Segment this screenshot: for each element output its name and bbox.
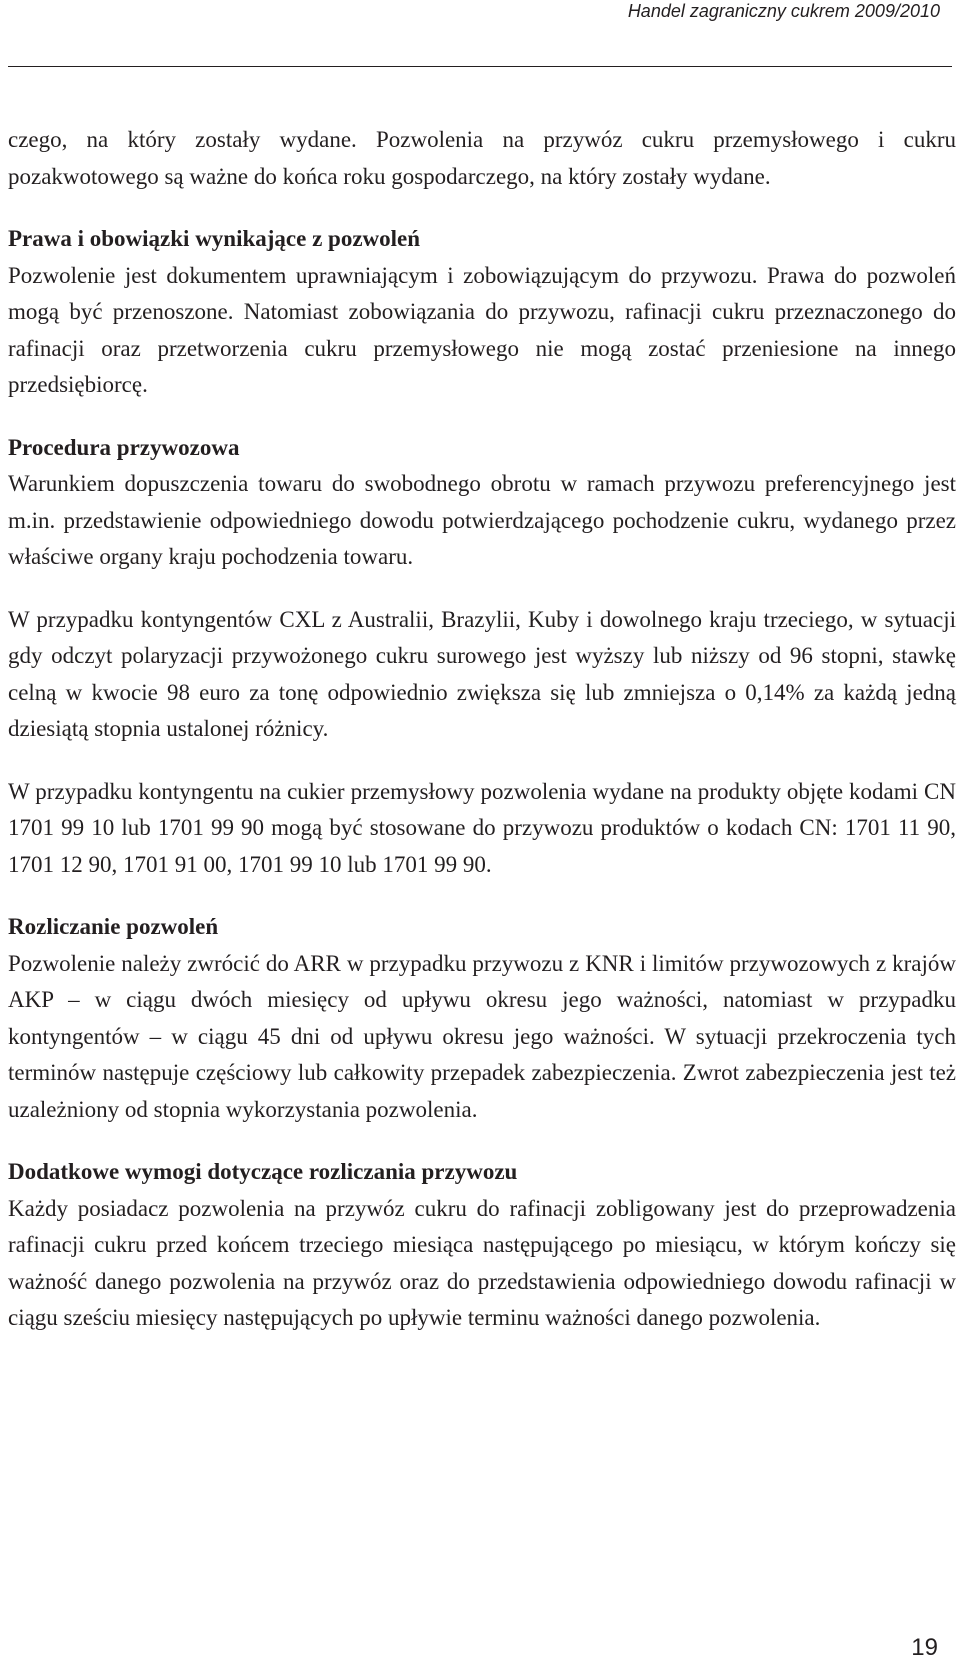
section-text-settlement: Pozwolenie należy zwrócić do ARR w przypadku przywozu z KNR i limitów przywozowych z krajów AKP – w ciągu dwóch miesięcy od upływu okresu jego ważności, natomiast w przypadku kontyngentów – w ciągu 45 dni od upływu okresu jego ważności. W sytuacji przekroczenia tych terminów następuje częściowy lub całkowity przepadek zabezpieczenia. Zwrot zabezpieczenia jest też uzależniony od stopnia wykorzystania pozwolenia. bbox=[8, 950, 956, 1122]
header-divider bbox=[8, 66, 952, 67]
section-heading-settlement: Rozliczanie pozwoleń bbox=[8, 914, 219, 939]
intro-paragraph: czego, na który zostały wydane. Pozwolenia na przywóz cukru przemysłowego i cukru pozakwotowego są ważne do końca roku gospodarczego, na który zostały wydane. bbox=[8, 127, 956, 189]
cxl-quota-paragraph: W przypadku kontyngentów CXL z Australii, Brazylii, Kuby i dowolnego kraju trzeciego, w sytuacji gdy odczyt polaryzacji przywożonego cukru surowego jest wyższy lub niższy od 96 stopni, stawkę celną w kwocie 98 euro za tonę odpowiednio zwiększa się lub zmniejsza o 0,14% za każdą jedną dziesiątą stopnia ustalonej różnicy. bbox=[8, 606, 956, 741]
spacer bbox=[8, 576, 956, 602]
spacer bbox=[8, 195, 956, 221]
running-header-title: Handel zagraniczny cukrem 2009/2010 bbox=[627, 1, 940, 21]
spacer bbox=[8, 1128, 956, 1154]
spacer bbox=[8, 404, 956, 430]
page-number: 19 bbox=[911, 1634, 938, 1661]
section-text-rights: Pozwolenie jest dokumentem uprawniającym i zobowiązującym do przywozu. Prawa do pozwoleń mogą być przenoszone. Natomiast zobowiązania do przywozu, rafinacji cukru przeznaczonego do rafinacji oraz przetworzenia cukru przemysłowego nie mogą zostać przeniesione na innego przedsiębiorcę. bbox=[8, 262, 956, 397]
section-heading-rights: Prawa i obowiązki wynikające z pozwoleń bbox=[8, 226, 421, 251]
section-heading-procedure: Procedura przywozowa bbox=[8, 434, 240, 460]
section-text-additional: Każdy posiadacz pozwolenia na przywóz cukru do rafinacji zobligowany jest do przeprowadzenia rafinacji cukru przed końcem trzeciego miesiąca następującego po miesiącu, w którym kończy się ważność danego pozwolenia na przywóz oraz do przedstawienia odpowiedniego dowodu rafinacji w ciągu sześciu miesięcy następujących po upływie terminu ważności danego pozwolenia. bbox=[8, 1195, 956, 1330]
spacer bbox=[8, 748, 956, 774]
section-heading-additional: Dodatkowe wymogi dotyczące rozliczania przywozu bbox=[8, 1159, 518, 1184]
section-text-procedure: Warunkiem dopuszczenia towaru do swobodnego obrotu w ramach przywozu preferencyjnego jest m.in. przedstawienie odpowiedniego dowodu potwierdzającego pochodzenie cukru, wydanego przez właściwe organy kraju pochodzenia towaru. bbox=[8, 471, 956, 569]
spacer bbox=[8, 883, 956, 909]
page-body bbox=[8, 122, 956, 1337]
industrial-sugar-paragraph: W przypadku kontyngentu na cukier przemysłowy pozwolenia wydane na produkty objęte kodami CN 1701 99 10 lub 1701 99 90 mogą być stosowane do przywozu produktów o kodach CN: 1701 11 90, 1701 12 90, 1701 91 00, 1701 99 10 lub 1701 99 90. bbox=[8, 778, 956, 877]
